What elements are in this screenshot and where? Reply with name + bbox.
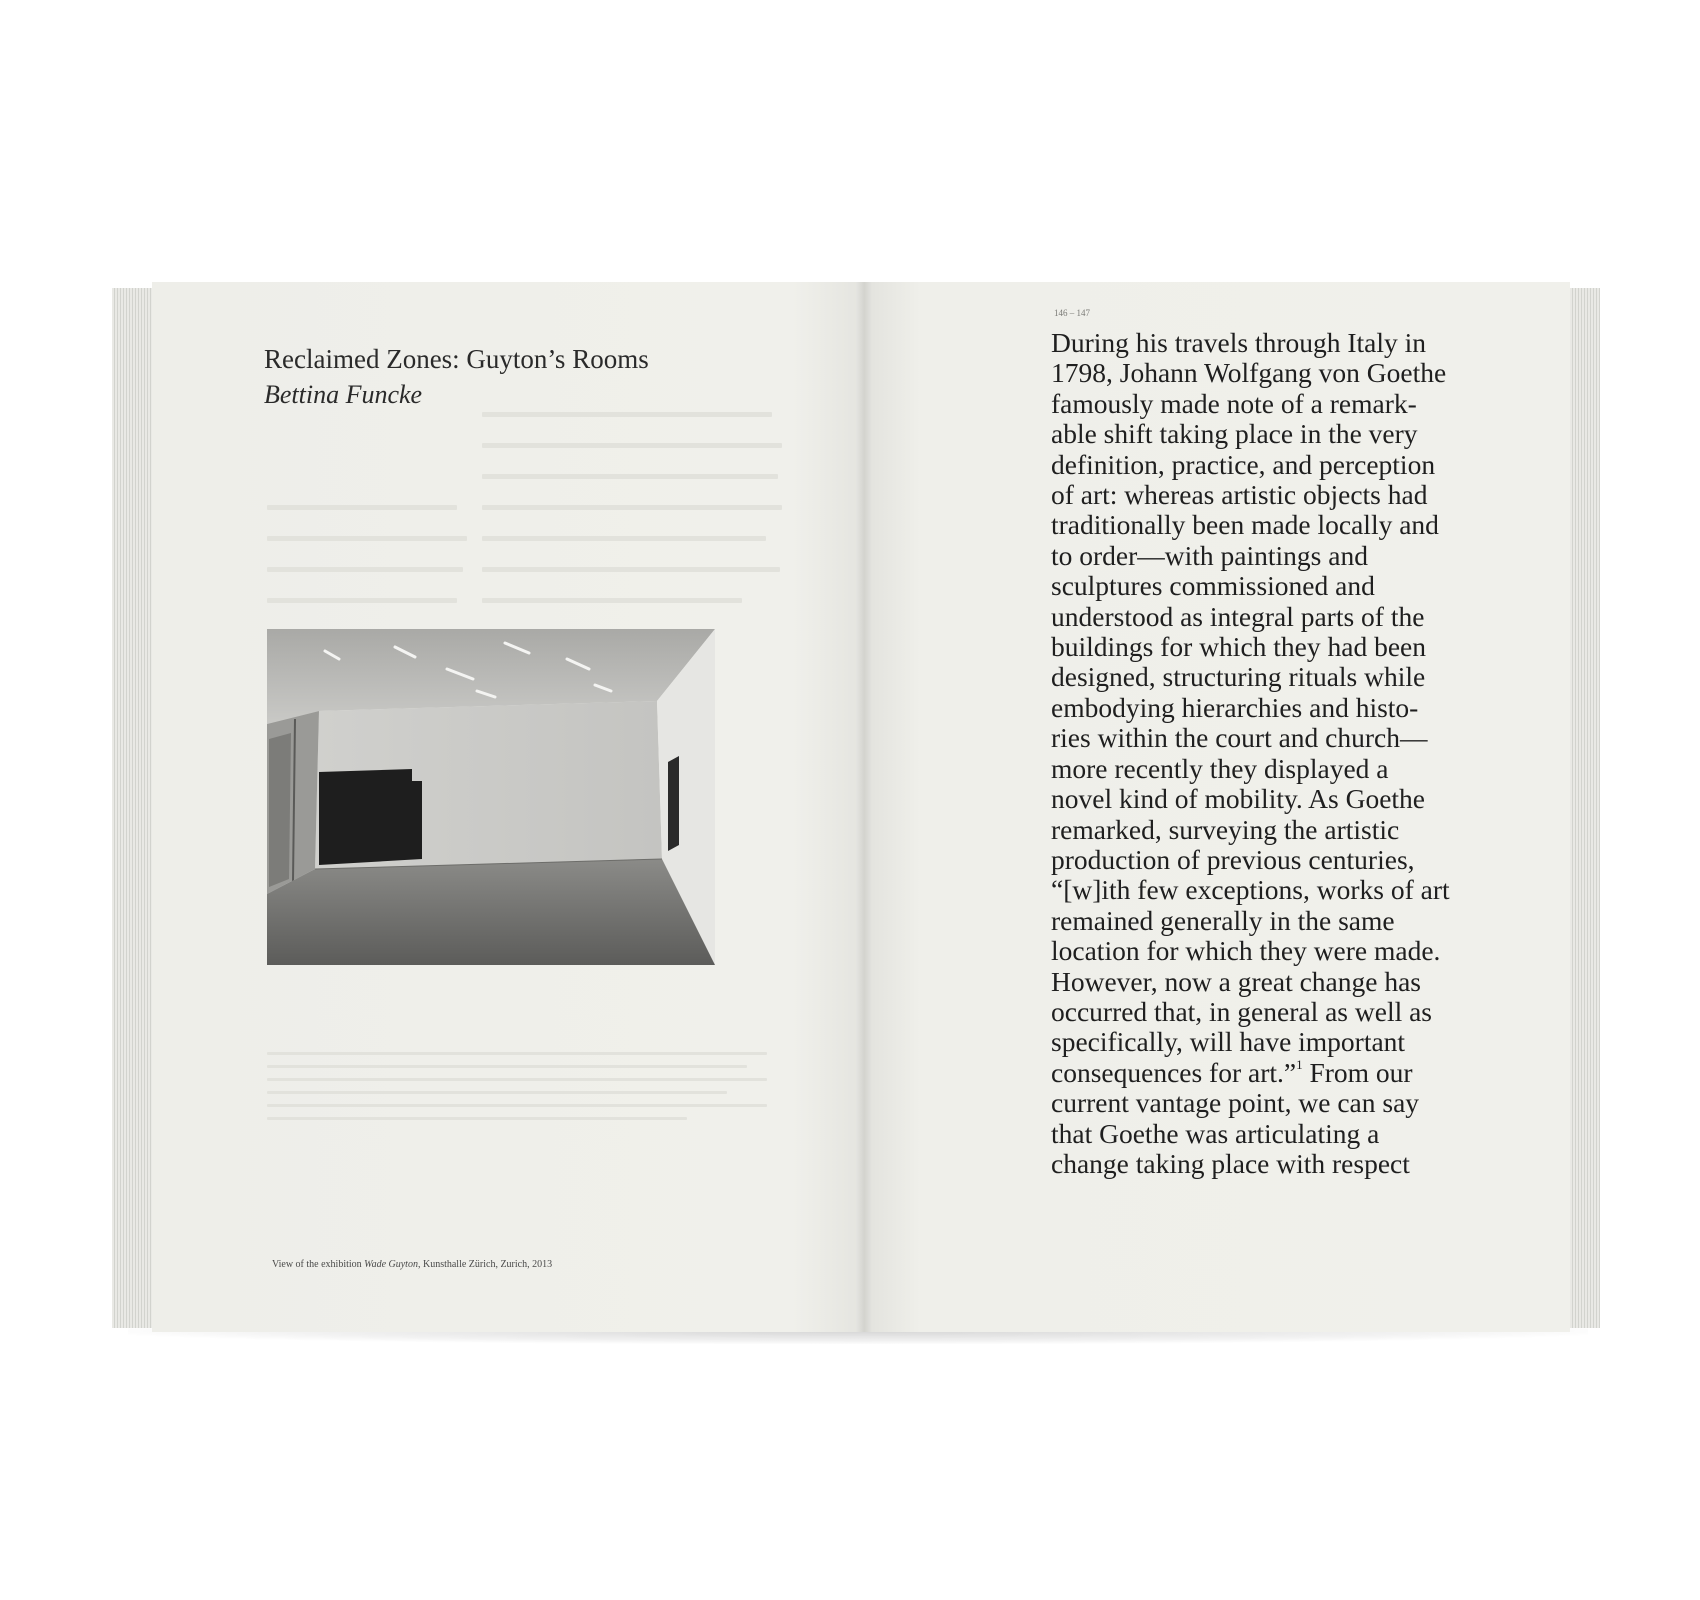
- body-line: remained generally in the same: [1051, 904, 1395, 936]
- essay-author: Bettina Funcke: [264, 380, 423, 409]
- page-edges-right: [1570, 288, 1600, 1328]
- body-line: production of previous centuries,: [1051, 843, 1415, 875]
- body-line: novel kind of mobility. As Goethe: [1051, 783, 1426, 815]
- right-page: [864, 282, 1570, 1332]
- body-line: occurred that, in general as well as: [1051, 995, 1433, 1027]
- body-line: current vantage point, we can say: [1051, 1087, 1420, 1119]
- body-line: “[w]ith few exceptions, works of art: [1051, 874, 1450, 906]
- body-line: embodying hierarchies and histo-: [1051, 691, 1419, 723]
- body-line-with-footnote: [1051, 1058, 1511, 1088]
- body-line: 1798, Johann Wolfgang von Goethe: [1051, 357, 1447, 389]
- body-line: ries within the court and church—: [1051, 722, 1428, 754]
- body-line: of art: whereas artistic objects had: [1051, 479, 1428, 511]
- photo-caption: [272, 1259, 552, 1270]
- body-line: understood as integral parts of the: [1051, 600, 1425, 632]
- caption-suffix: , Kunsthalle Zürich, Zurich, 2013: [417, 1259, 553, 1270]
- body-line: more recently they displayed a: [1051, 752, 1389, 784]
- body-line: During his travels through Italy in: [1051, 327, 1427, 358]
- open-book: [112, 282, 1600, 1332]
- body-line: buildings for which they had been: [1051, 631, 1426, 663]
- page-numbers: 146 – 147: [1054, 308, 1090, 318]
- body-line: However, now a great change has: [1051, 965, 1421, 997]
- caption-prefix: View of the exhibition: [272, 1259, 365, 1270]
- essay-title: Reclaimed Zones: Guyton’s Rooms: [264, 344, 649, 374]
- show-through-notes: [267, 1052, 767, 1130]
- body-line: to order—with paintings and: [1051, 539, 1368, 571]
- essay-body: [1051, 328, 1511, 1179]
- left-page: [152, 282, 864, 1332]
- book-gutter: [856, 282, 872, 1332]
- page-edges-left: [112, 288, 152, 1328]
- caption-work-title: Wade Guyton: [364, 1259, 418, 1270]
- body-line: famously made note of a remark-: [1051, 387, 1417, 419]
- body-line: change taking place with respect: [1051, 1147, 1410, 1179]
- body-line: able shift taking place in the very: [1051, 418, 1418, 450]
- body-line: remarked, surveying the artistic: [1051, 813, 1400, 845]
- body-line: location for which they were made.: [1051, 935, 1441, 967]
- body-line: designed, structuring rituals while: [1051, 661, 1426, 693]
- gallery-interior-photo: [267, 629, 715, 965]
- footnote-marker[interactable]: 1: [1296, 1056, 1303, 1072]
- body-line-segment: From our: [1309, 1056, 1413, 1088]
- body-line: sculptures commissioned and: [1051, 570, 1375, 602]
- show-through-text: [482, 412, 782, 629]
- body-line: traditionally been made locally and: [1051, 509, 1439, 541]
- body-line: definition, practice, and perception: [1051, 448, 1436, 480]
- body-line: that Goethe was articulating a: [1051, 1117, 1380, 1149]
- show-through-text-left: [267, 412, 467, 629]
- body-line: specifically, will have important: [1051, 1026, 1406, 1058]
- body-line-segment: consequences for art.”: [1051, 1056, 1297, 1088]
